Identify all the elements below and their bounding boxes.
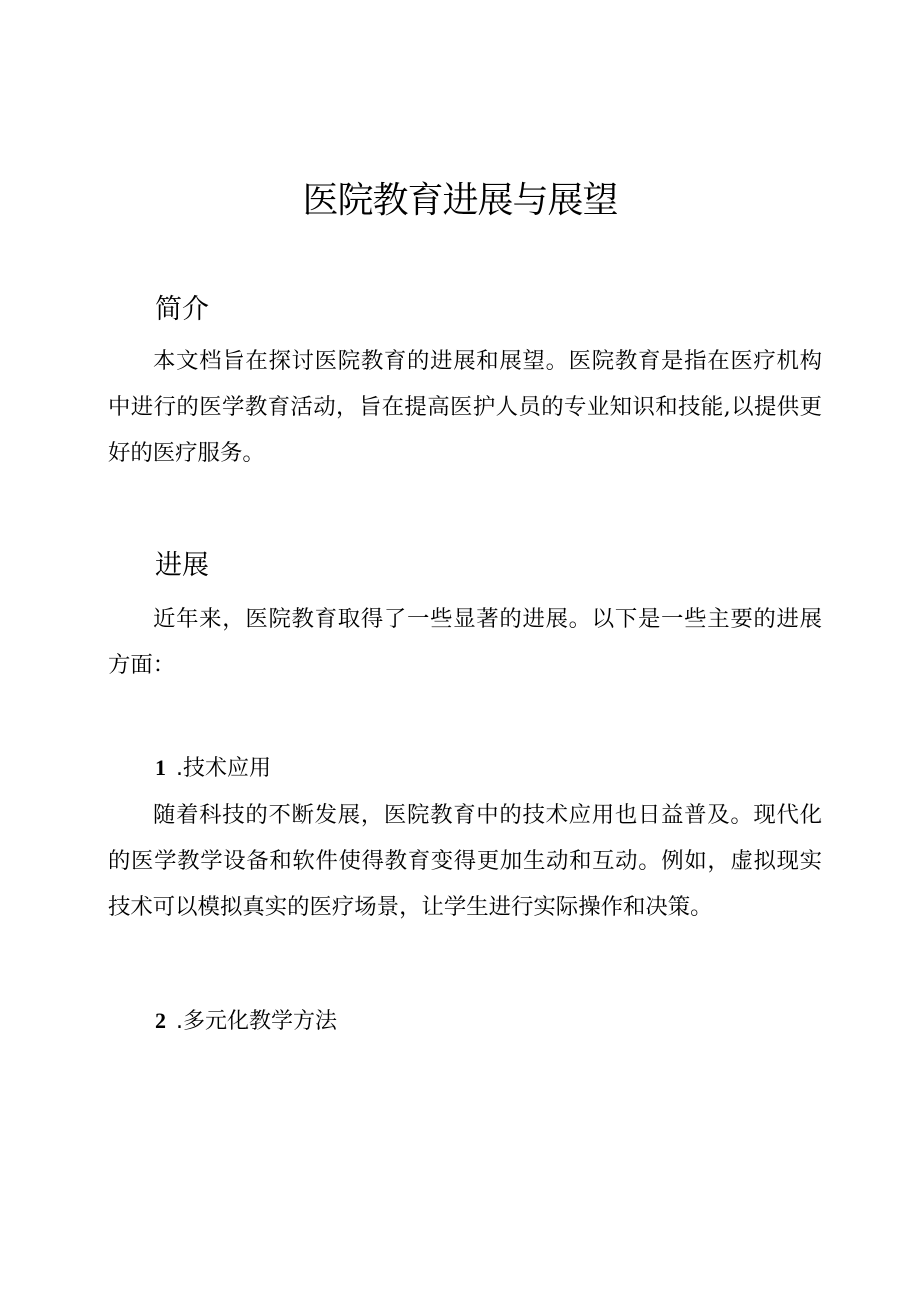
subsection-title: .技术应用 [176,756,271,781]
document-title: 医院教育进展与展望 [302,180,618,221]
subsection-title: .多元化教学方法 [176,1009,337,1034]
subsection-number: 2 [155,1008,166,1033]
subsection-number: 1 [155,755,166,780]
section-heading-intro: 简介 [155,294,209,325]
section-heading-progress: 进展 [155,550,209,581]
section-paragraph-intro: 本文档旨在探讨医院教育的进展和展望。医院教育是指在医疗机构中进行的医学教育活动，旨在提高医护人员的专业知识和技能,以提供更好的医疗服务。 [108,348,822,466]
subsection-heading-methods [155,1006,337,1037]
section-paragraph-progress: 近年来，医院教育取得了一些显著的进展。以下是一些主要的进展方面： [108,606,822,678]
subsection-paragraph-tech: 随着科技的不断发展，医院教育中的技术应用也日益普及。现代化的医学教学设备和软件使得教育变得更加生动和互动。例如，虚拟现实技术可以模拟真实的医疗场景，让学生进行实际操作和决策。 [108,802,822,920]
subsection-heading-tech [155,753,271,784]
